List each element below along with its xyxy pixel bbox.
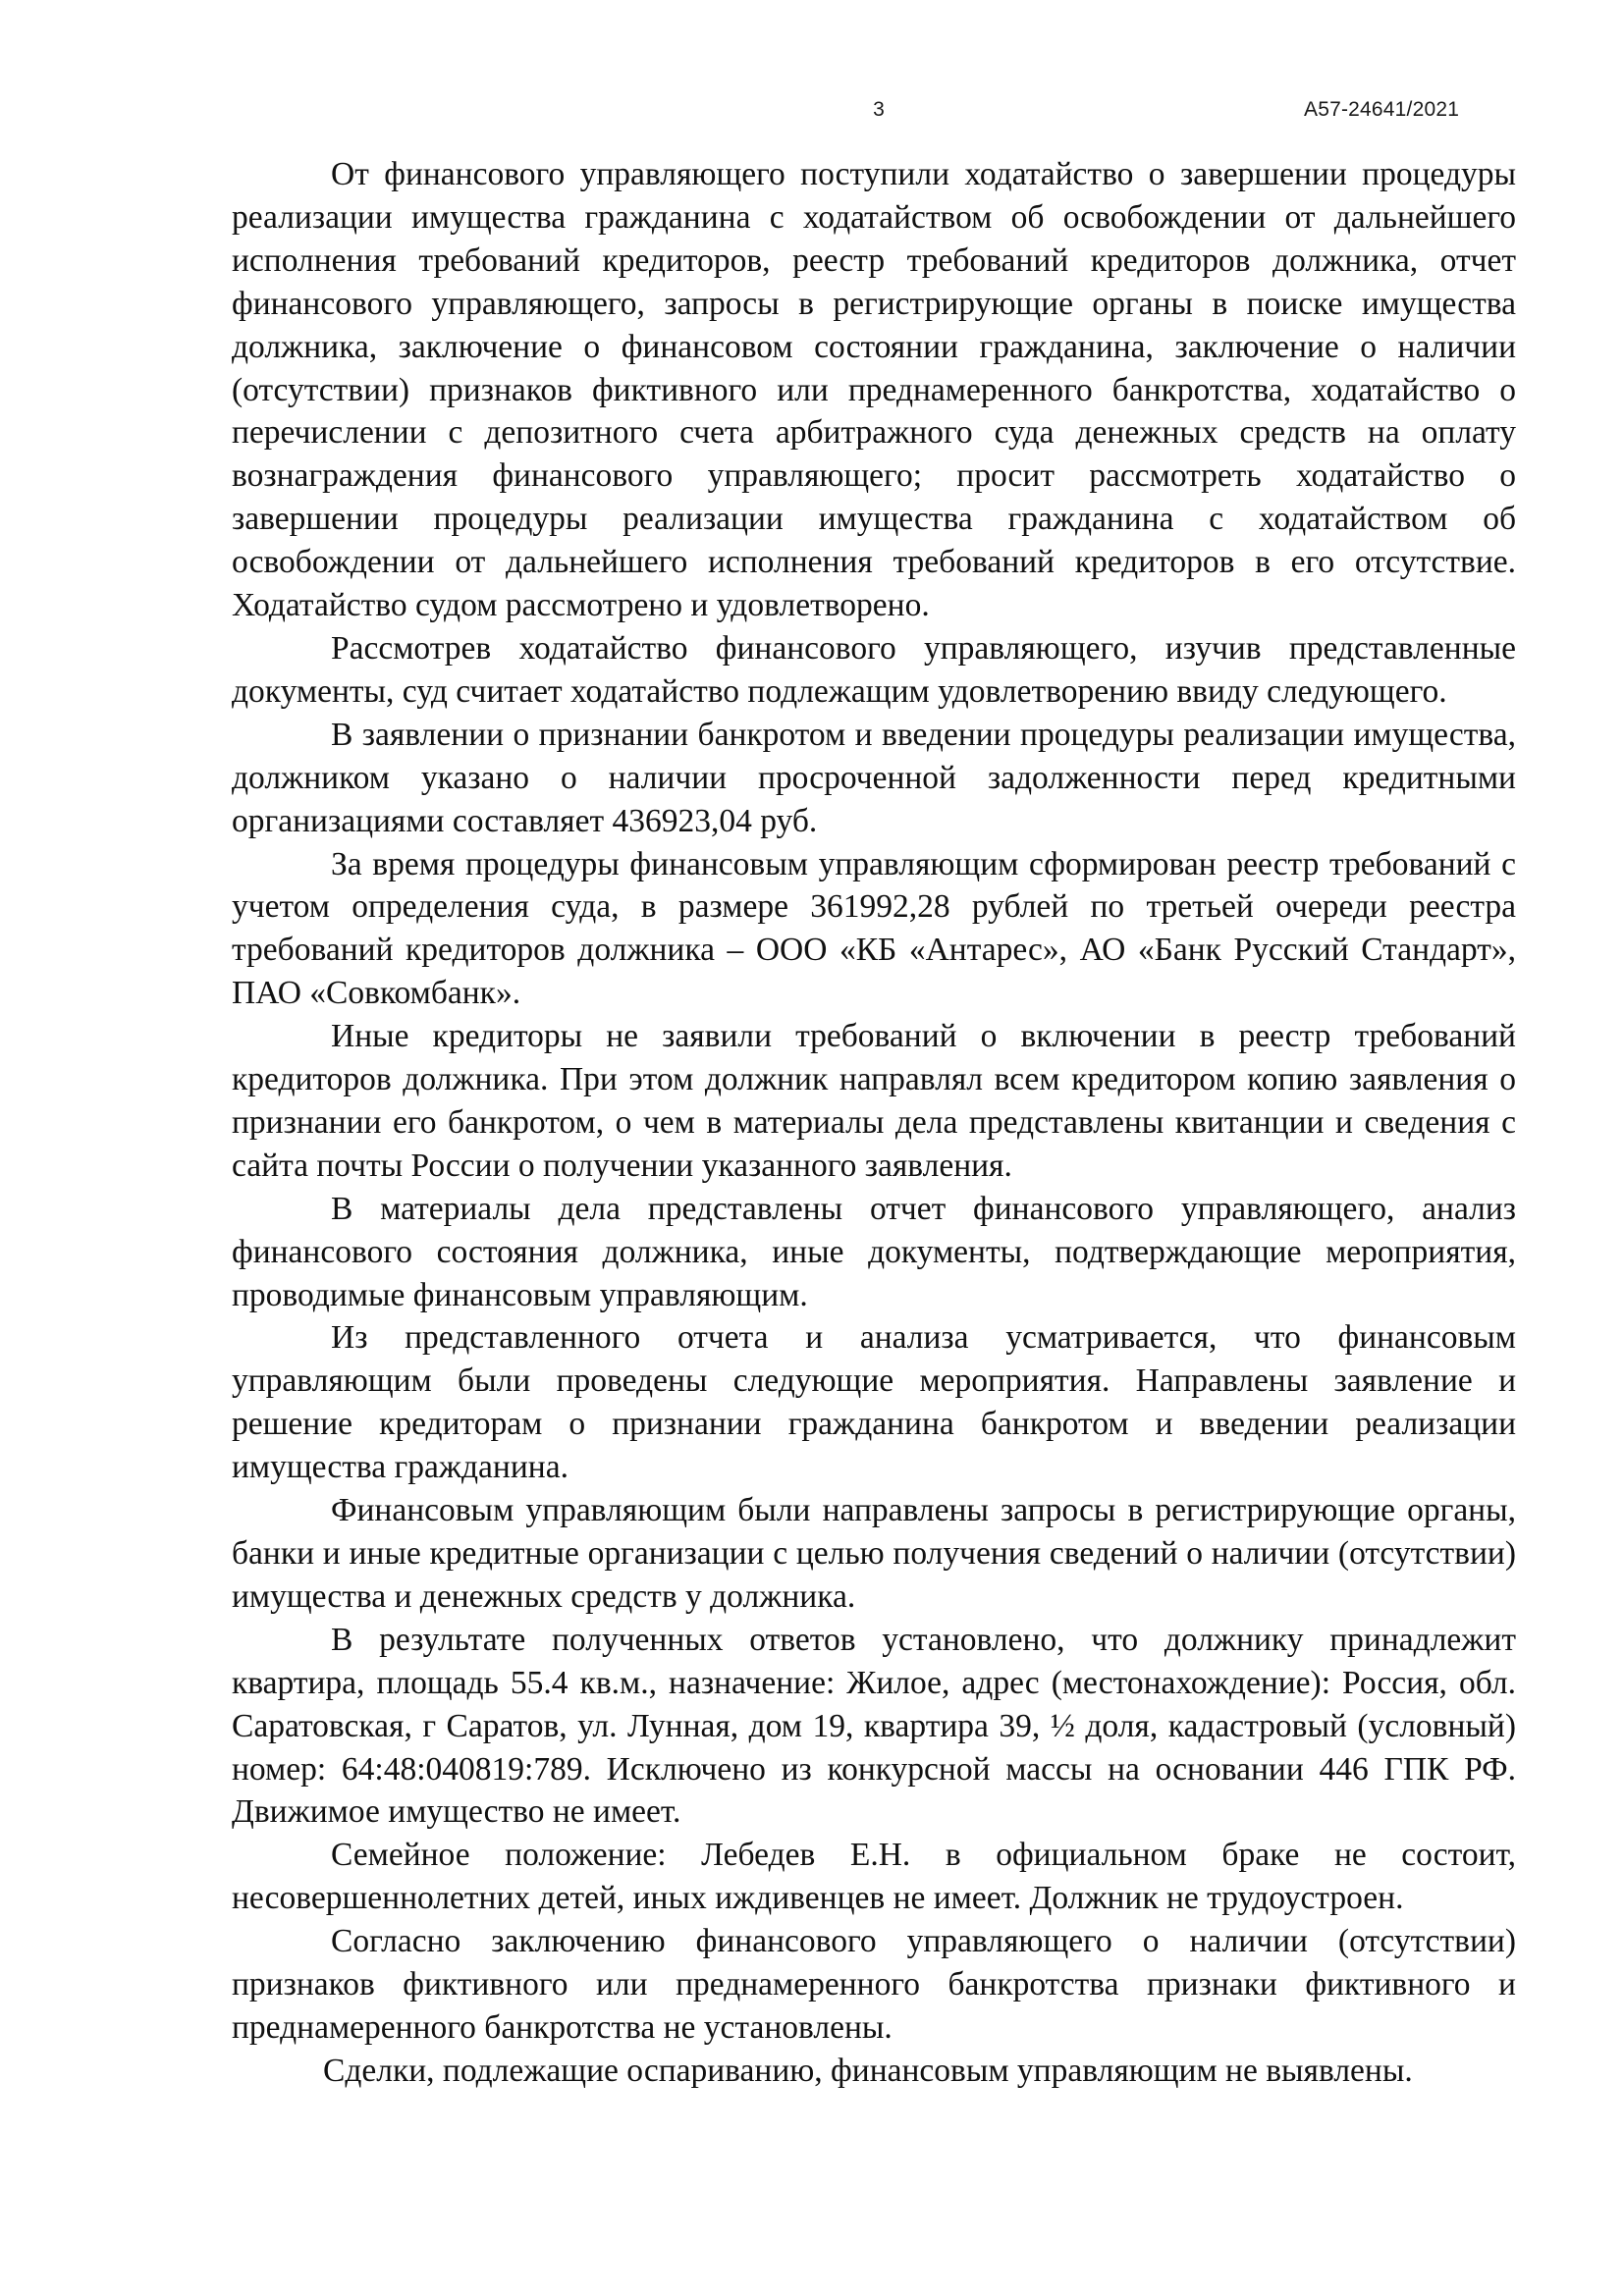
paragraph-case-materials: В материалы дела представлены отчет финансового управляющего, анализ финансового состояния должника, иные документы, подтверждающие мероприятия, проводимые финансовым управляющим. xyxy=(232,1190,1516,1313)
paragraph-requests: Финансовым управляющим были направлены запросы в регистрирующие органы, банки и иные кредитные организации с целью получения сведений о наличии (отсутствии) имущества и денежных средств у должника. xyxy=(232,1492,1516,1615)
paragraph-consideration: Рассмотрев ходатайство финансового управляющего, изучив представленные документы, суд считает ходатайство подлежащим удовлетворению ввиду следующего. xyxy=(232,629,1516,710)
case-number: А57-24641/2021 xyxy=(1304,98,1460,121)
paragraph-report-analysis: Из представленного отчета и анализа усматривается, что финансовым управляющим были проведены следующие мероприятия. Направлены заявление и решение кредиторам о признании гражданина банкротом и введении реализации имущества гражданина. xyxy=(232,1319,1516,1486)
paragraph-bankruptcy-signs: Согласно заключению финансового управляющего о наличии (отсутствии) признаков фиктивного или преднамеренного банкротства признаки фиктивного и преднамеренного банкротства не установлены. xyxy=(232,1923,1516,2046)
paragraph-family-status: Семейное положение: Лебедев Е.Н. в официальном браке не состоит, несовершеннолетних детей, иных иждивенцев не имеет. Должник не трудоустроен. xyxy=(232,1837,1516,1917)
paragraph-transactions: Сделки, подлежащие оспариванию, финансовым управляющим не выявлены. xyxy=(323,2052,1413,2089)
document-body xyxy=(232,153,1516,2093)
page-number: 3 xyxy=(873,98,885,121)
paragraph-property: В результате полученных ответов установлено, что должнику принадлежит квартира, площадь 55.4 кв.м., назначение: Жилое, адрес (местонахождение): Россия, обл. Саратовская, г Саратов, ул. Лунная, дом 19, квартира 39, ½ доля, кадастровый (условный) номер: 64:48:040819:789. Исключено из конкурсной массы на основании 446 ГПК РФ. Движимое имущество не имеет. xyxy=(232,1621,1516,1831)
paragraph-creditor-register: За время процедуры финансовым управляющим сформирован реестр требований с учетом определения суда, в размере 361992,28 рублей по третьей очереди реестра требований кредиторов должника – ООО «КБ «Антарес», АО «Банк Русский Стандарт», ПАО «Совкомбанк». xyxy=(232,845,1516,1012)
paragraph-debt-amount: В заявлении о признании банкротом и введении процедуры реализации имущества, должником указано о наличии просроченной задолженности перед кредитными организациями составляет 436923,04 руб. xyxy=(232,716,1516,839)
paragraph-other-creditors: Иные кредиторы не заявили требований о включении в реестр требований кредиторов должника. При этом должник направлял всем кредитором копию заявления о признании его банкротом, о чем в материалы дела представлены квитанции и сведения с сайта почты России о получении указанного заявления. xyxy=(232,1018,1516,1184)
paragraph-petition: От финансового управляющего поступили ходатайство о завершении процедуры реализации имущества гражданина с ходатайством об освобождении от дальнейшего исполнения требований кредиторов, реестр требований кредиторов должника, отчет финансового управляющего, запросы в регистрирующие органы в поиске имущества должника, заключение о финансовом состоянии гражданина, заключение о наличии (отсутствии) признаков фиктивного или преднамеренного банкротства, ходатайство о перечислении с депозитного счета арбитражного суда денежных средств на оплату вознаграждения финансового управляющего; просит рассмотреть ходатайство о завершении процедуры реализации имущества гражданина с ходатайством об освобождении от дальнейшего исполнения требований кредиторов в его отсутствие. Ходатайство судом рассмотрено и удовлетворено. xyxy=(232,156,1516,624)
